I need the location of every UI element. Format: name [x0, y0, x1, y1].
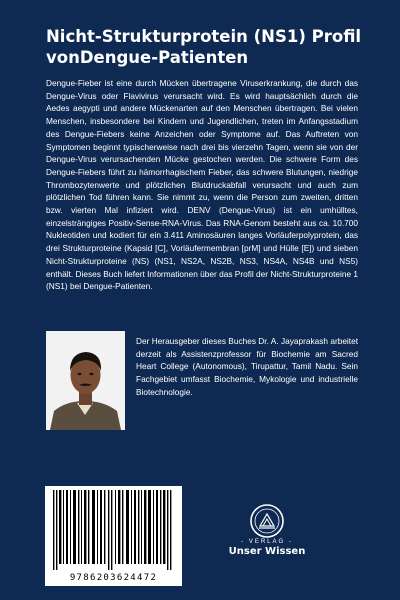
- publisher-name: Unser Wissen: [228, 546, 306, 557]
- book-title: Nicht-Strukturprotein (NS1) Profil vonDengue-Patienten: [46, 27, 362, 67]
- publisher-verlag-label: - VERLAG -: [241, 539, 293, 545]
- author-photo: [46, 331, 125, 430]
- author-bio: Der Herausgeber dieses Buches Dr. A. Jayaprakash arbeitet derzeit als Assistenzprofessor für Biochemie am Sacred Heart College (Autonomous), Tirupattur, Tamil Nadu. Sein Fachgebiet umfasst Biochemie, Mykologie und industrielle Biotechnologie.: [136, 336, 358, 397]
- publisher-logo-icon: [250, 504, 284, 538]
- book-description: Dengue-Fieber ist eine durch Mücken übertragene Viruserkrankung, die durch das Dengue-Virus oder Flavivirus verursacht wird. Es wird hauptsächlich durch die Aedes aegypti und andere Mückenarten auf den Menschen übertragen. Bei vielen Menschen, insbesondere bei Kindern und Jugendlichen, treten im Anfangsstadium des Dengue-Fiebers keine Anzeichen oder Symptome auf. Das Auftreten von Symptomen beginnt typischerweise nach drei bis vierzehn Tagen, wenn sie von der Dengue-Virus verursachenden Mücke gestochen werden. Die schwere Form des Dengue-Fiebers führt zu hämorrhagischem Fieber, das schwere Blutungen, niedrige Thrombozytenwerte und plötzlichen Blutdruckabfall verursacht und auch zum plötzlichen Tod führen kann. Sie nimmt zu, wenn die Person zum zweiten, dritten bzw. vierten Mal infiziert wird. DENV (Dengue-Virus) ist ein umhülltes, einzelsträngiges Positiv-Sense-RNA-Virus. Das RNA-Genom besteht aus ca. 10.700 Nukleotiden und kodiert für ein 3.411 Aminosäuren langes Vorläuferpolyprotein, das drei Strukturproteine (Kapsid [C], Vorläufermembran [prM] und Hülle [E]) und sieben Nicht-Strukturproteine (NS) (NS1, NS2A, NS2B, NS3, NS4A, NS4B und NS5) enthält. Dieses Buch liefert Informationen über das Profil der Nicht-Strukturproteine 1 (NS1) bei Dengue-Patienten.: [46, 78, 358, 292]
- isbn-number: 9786203624472: [69, 573, 158, 583]
- barcode-bars: [49, 490, 178, 570]
- isbn-barcode: [45, 486, 182, 586]
